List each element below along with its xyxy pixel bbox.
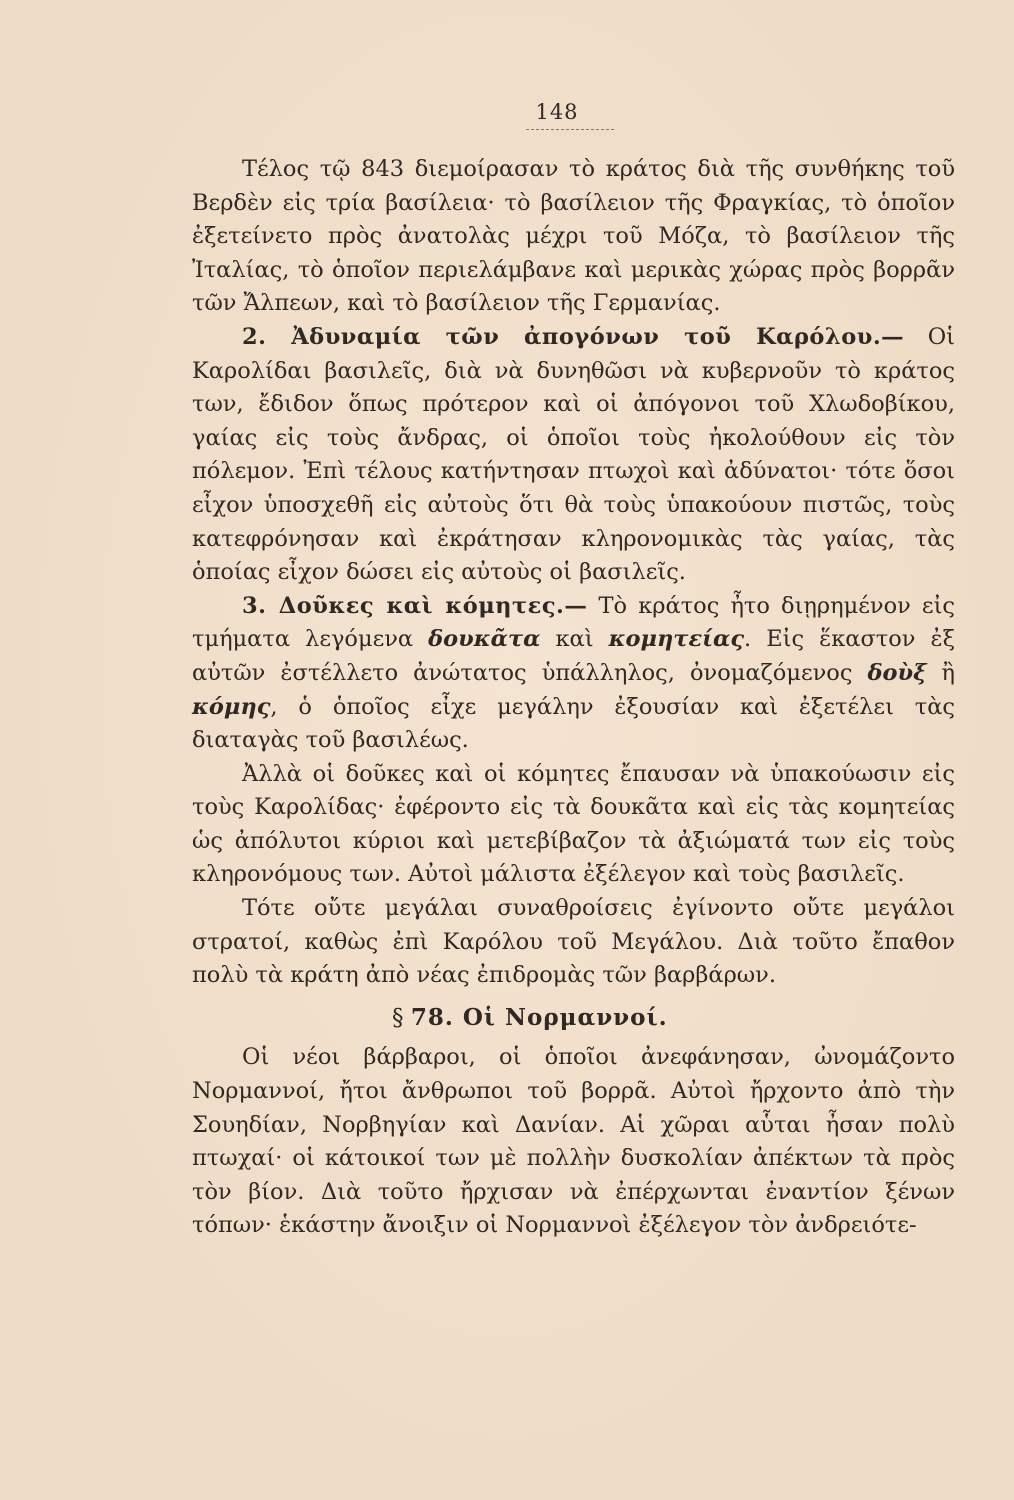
- text-dukes-2: καὶ: [540, 626, 609, 653]
- subheading-weakness: 2. Ἀδυναμία τῶν ἀπογόνων τοῦ Καρόλου.—: [242, 323, 905, 350]
- subheading-dukes-counts: 3. Δοῦκες καὶ κόμητες.—: [242, 592, 588, 619]
- paragraph-normans: Οἱ νέοι βάρβαροι, οἱ ὁποῖοι ἀνεφάνησαν, ὠνομάζοντο Νορμαννοί, ἤτοι ἄνθρωποι τοῦ βορρᾶ. Αὐτοὶ ἤρχοντο ἀπὸ τὴν Σουηδίαν, Νορβηγίαν καὶ Δανίαν. Αἱ χῶραι αὗται ἦσαν πολὺ πτωχαί· οἱ κάτοικοί των μὲ πολλὴν δυσκολίαν ἀπέκτων τὰ πρὸς τὸν βίον. Διὰ τοῦτο ἤρχισαν νὰ ἐπέρχωνται ἐναντίον ξένων τόπων· ἑκάστην ἄνοιξιν οἱ Νορμαννοὶ ἐξέλεγον τὸν ἀνδρειότε-: [192, 1044, 955, 1239]
- paragraph-no-great-armies: Τότε οὔτε μεγάλαι συναθροίσεις ἐγίνοντο οὔτε μεγάλοι στρατοί, καθὼς ἐπὶ Καρόλου τοῦ Μεγάλου. Διὰ τοῦτο ἔπαθον πολὺ τὰ κράτη ἀπὸ νέας ἐπιδρομὰς τῶν βαρβάρων.: [192, 895, 955, 989]
- term-duke: δοὺξ: [867, 659, 927, 686]
- section-sign: §: [392, 1004, 404, 1031]
- section-title: 78. Οἱ Νορμαννοί.: [410, 1003, 668, 1031]
- text-dukes-3: . Εἰς ἕκαστον ἐξ αὐτῶν ἐστέλλετο ἀνώτατος ὑπάλληλος, ὀνομαζόμενος: [192, 626, 955, 686]
- paragraph-dukes-and-counts: [192, 590, 955, 758]
- text-dukes-1: Τὸ κράτος ἦτο διῃρημένον εἰς τμήματα λεγόμενα: [192, 592, 956, 653]
- term-counties: κομητείας: [608, 626, 745, 653]
- text-dukes-5: , ὁ ὁποῖος εἶχε μεγάλην ἐξουσίαν καὶ ἐξετέλει τὰς διαταγὰς τοῦ βασιλέως.: [192, 693, 955, 754]
- header-rule: [526, 129, 614, 130]
- text-weakness: Οἱ Καρολίδαι βασιλεῖς, διὰ νὰ δυνηθῶσι νὰ κυβερνοῦν τὸ κράτος των, ἔδιδον ὅπως πρότερον καὶ οἱ ἀπόγονοι τοῦ Χλωδοβίκου, γαίας εἰς τοὺς ἄνδρας, οἱ ὁποῖοι τοὺς ἠκολούθουν εἰς τὸν πόλεμον. Ἐπὶ τέλους κατήντησαν πτωχοὶ καὶ ἀδύνατοι· τότε ὅσοι εἶχον ὑποσχεθῆ εἰς αὐτοὺς ὅτι θὰ τοὺς ὑπακούουν πιστῶς, τοὺς κατεφρόνησαν καὶ ἐκράτησαν κληρονομικὰς τὰς γαίας, τὰς ὁποίας εἶχον δώσει εἰς αὐτοὺς οἱ βασιλεῖς.: [192, 323, 955, 586]
- paragraph-treaty-of-verdun: Τέλος τῷ 843 διεμοίρασαν τὸ κράτος διὰ τῆς συνθήκης τοῦ Βερδὲν εἰς τρία βασίλεια· τὸ βασίλειον τῆς Φραγκίας, τὸ ὁποῖον ἐξετείνετο πρὸς ἀνατολὰς μέχρι τοῦ Μόζα, τὸ βασίλειον τῆς Ἰταλίας, τὸ ὁποῖον περιελάμβανε καὶ μερικὰς χώρας πρὸς βορρᾶν τῶν Ἄλπεων, καὶ τὸ βασίλειον τῆς Γερμανίας.: [192, 156, 955, 317]
- paragraph-weakness-of-descendants: [192, 321, 955, 590]
- section-heading-normans: [192, 1001, 955, 1036]
- body-text: [192, 153, 955, 1243]
- term-duchies: δουκᾶτα: [428, 626, 541, 653]
- term-count: κόμης: [192, 693, 271, 720]
- page-number: 148: [535, 100, 579, 124]
- text-dukes-4: ἢ: [926, 659, 955, 686]
- paragraph-dukes-disobey: Ἀλλὰ οἱ δοῦκες καὶ οἱ κόμητες ἔπαυσαν νὰ ὑπακούωσιν εἰς τοὺς Καρολίδας· ἐφέροντο εἰς τὰ δουκᾶτα καὶ εἰς τὰς κομητείας ὡς ἀπόλυτοι κύριοι καὶ μετεβίβαζον τὰ ἀξιώματά των εἰς τοὺς κληρονόμους των. Αὐτοὶ μάλιστα ἐξέλεγον καὶ τοὺς βασιλεῖς.: [192, 760, 955, 888]
